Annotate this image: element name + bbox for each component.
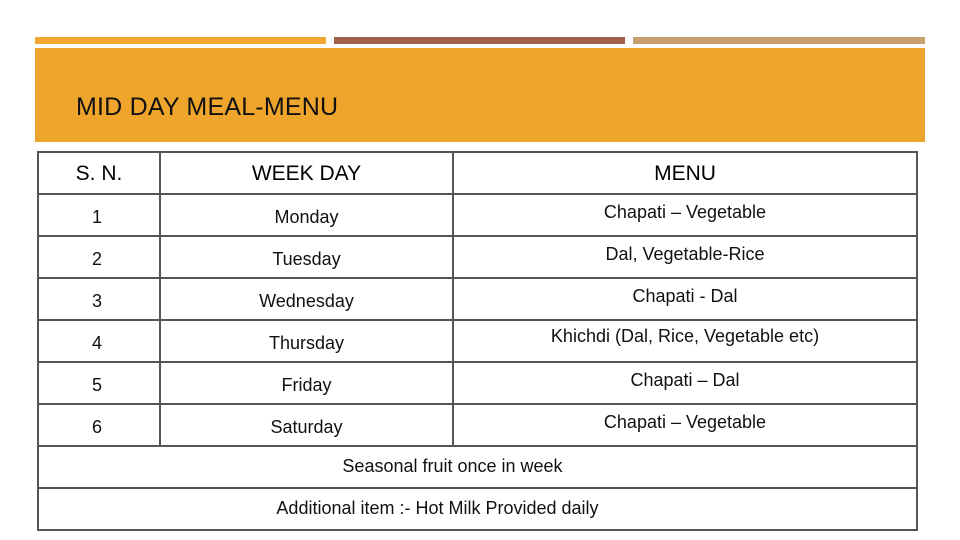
table-row — [38, 320, 917, 362]
table-row — [38, 404, 917, 446]
row-menu: Khichdi (Dal, Rice, Vegetable etc) — [453, 320, 917, 362]
row-menu: Chapati – Vegetable — [453, 194, 917, 236]
accent-bar-2 — [334, 37, 625, 44]
row-day: Friday — [160, 362, 453, 404]
table-row — [38, 278, 917, 320]
row-day: Tuesday — [160, 236, 453, 278]
table-row — [38, 362, 917, 404]
title-band — [35, 48, 925, 142]
seasonal-note-row — [38, 446, 917, 488]
row-menu: Chapati – Dal — [453, 362, 917, 404]
meal-menu-table — [37, 151, 918, 531]
additional-note: Additional item :- Hot Milk Provided daily — [38, 488, 917, 530]
row-sn: 3 — [38, 278, 160, 320]
additional-note-row — [38, 488, 917, 530]
accent-bar-3 — [633, 37, 925, 44]
table-header-row — [38, 152, 917, 194]
row-sn: 2 — [38, 236, 160, 278]
row-day: Monday — [160, 194, 453, 236]
row-sn: 4 — [38, 320, 160, 362]
row-sn: 6 — [38, 404, 160, 446]
header-menu: MENU — [453, 152, 917, 194]
row-sn: 5 — [38, 362, 160, 404]
table-row — [38, 236, 917, 278]
row-sn: 1 — [38, 194, 160, 236]
header-weekday: WEEK DAY — [160, 152, 453, 194]
table-row — [38, 194, 917, 236]
row-menu: Chapati – Vegetable — [453, 404, 917, 446]
accent-bar-1 — [35, 37, 326, 44]
row-day: Wednesday — [160, 278, 453, 320]
seasonal-note: Seasonal fruit once in week — [38, 446, 917, 488]
slide-title: MID DAY MEAL-MENU — [76, 93, 339, 121]
row-day: Saturday — [160, 404, 453, 446]
row-day: Thursday — [160, 320, 453, 362]
row-menu: Chapati - Dal — [453, 278, 917, 320]
row-menu: Dal, Vegetable-Rice — [453, 236, 917, 278]
header-sn: S. N. — [38, 152, 160, 194]
